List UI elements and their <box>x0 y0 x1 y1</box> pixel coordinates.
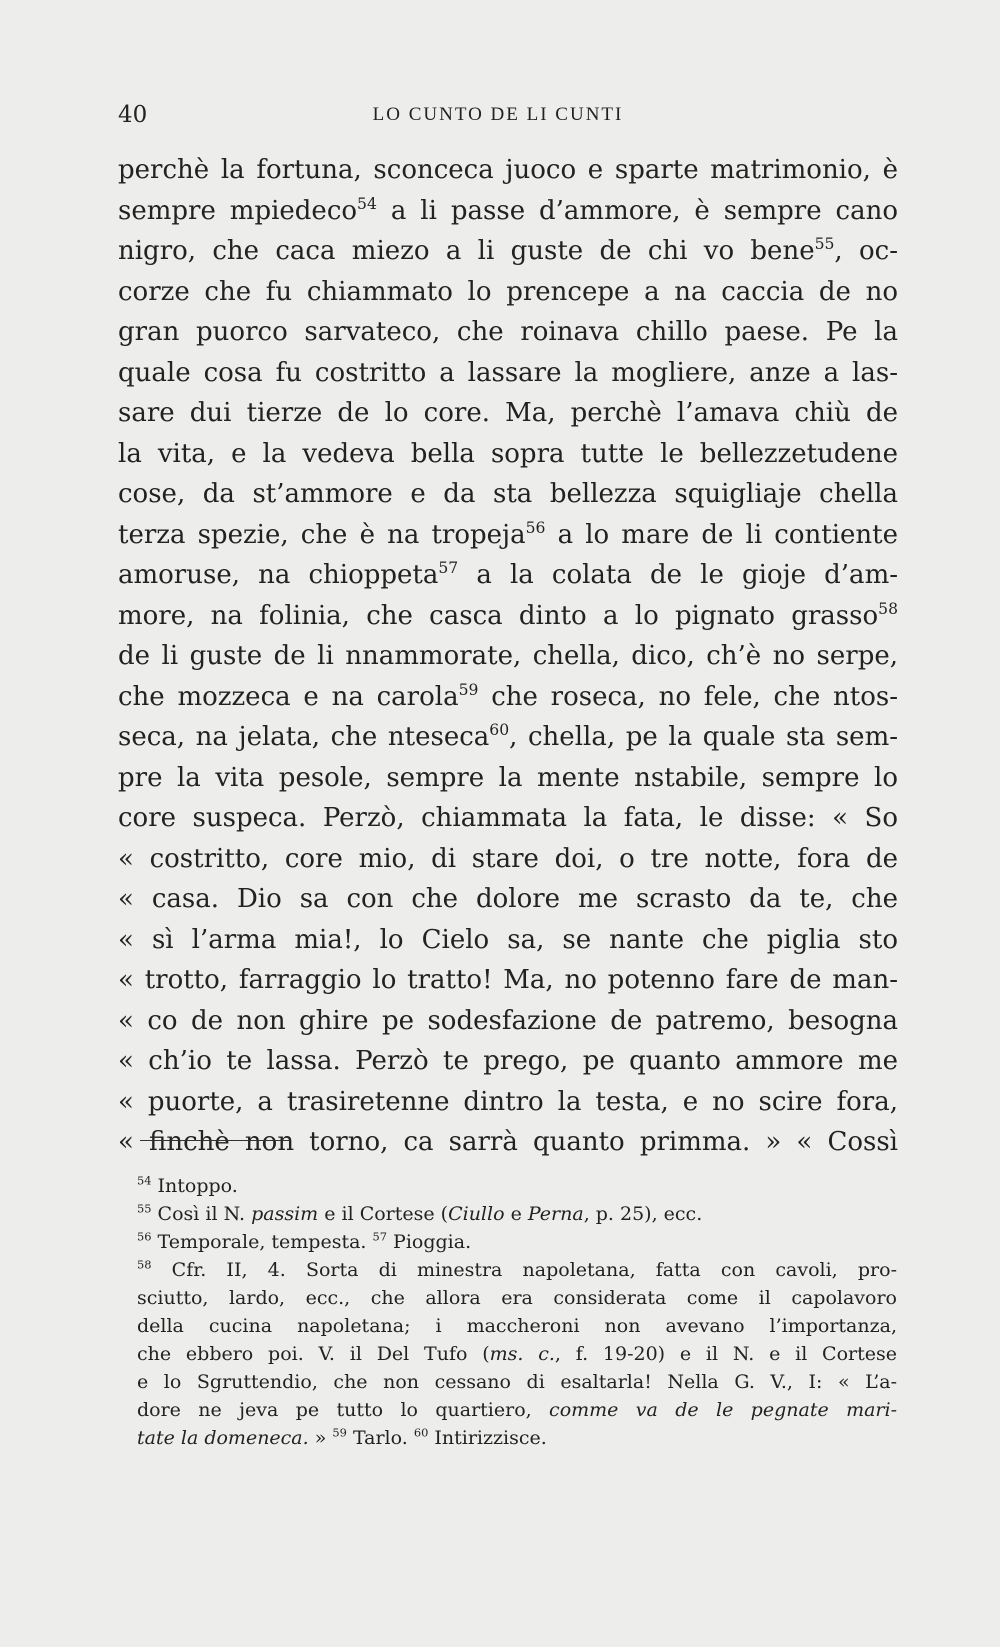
footnote-line <box>137 1256 897 1284</box>
text-run: nigro, che caca miezo a li guste de chi vo bene <box>118 236 815 266</box>
footnote-marker: 60 <box>413 1425 429 1440</box>
text-line <box>118 1082 898 1123</box>
main-text <box>118 150 898 1163</box>
footnote-marker: 58 <box>878 599 898 618</box>
text-line <box>118 393 898 434</box>
text-run: , p. 25), ecc. <box>583 1203 703 1225</box>
footnote-marker: 59 <box>458 680 479 699</box>
text-run: a lo mare de li contiente <box>545 519 898 550</box>
text-line <box>118 150 898 191</box>
text-run: « finchè non torno, ca sarrà quanto primma. » « Cossì <box>118 1127 898 1157</box>
text-line <box>118 677 898 718</box>
italic-text: Perna <box>527 1203 584 1225</box>
page-number: 40 <box>118 102 148 128</box>
text-run: che ebbero poi. V. il Del Tufo ( <box>137 1343 490 1365</box>
footnote-marker: 56 <box>525 518 546 537</box>
text-run: amoruse, na chioppeta <box>118 560 439 590</box>
text-line <box>118 1122 898 1163</box>
italic-text: ms. c. <box>489 1343 555 1365</box>
text-run: seca, na jelata, che nteseca <box>118 722 490 752</box>
text-line <box>118 596 898 637</box>
text-run: « costritto, core mio, di stare doi, o tre notte, fora de <box>118 843 898 874</box>
text-line <box>118 1041 898 1082</box>
text-line <box>118 920 898 961</box>
text-run: , oc- <box>834 236 899 266</box>
footnote-marker: 56 <box>137 1229 152 1244</box>
page-header <box>118 102 878 142</box>
footnote-line <box>137 1228 897 1256</box>
text-run: e il Cortese ( <box>318 1203 449 1225</box>
text-line <box>118 717 898 758</box>
text-run: dore ne jeva pe tutto lo quartiero, <box>137 1399 550 1421</box>
italic-text: Ciullo <box>448 1203 505 1225</box>
footnote-marker: 58 <box>137 1257 152 1272</box>
footnote-marker: 54 <box>357 194 377 213</box>
text-run: Così il N. <box>151 1203 252 1225</box>
text-line <box>118 474 898 515</box>
text-run: la vita, e la vedeva bella sopra tutte le bellezzetudene <box>118 438 898 469</box>
text-run: Tarlo. <box>346 1427 414 1449</box>
text-run: della cucina napoletana; i maccheroni non avevano l’importanza, <box>137 1315 897 1337</box>
footnote-line <box>137 1340 897 1368</box>
text-line <box>118 515 898 556</box>
text-run: a li passe d’ammore, è sempre cano <box>376 195 899 226</box>
footnotes <box>137 1172 897 1452</box>
footnote-marker: 55 <box>137 1201 152 1216</box>
footnote-rule <box>140 1140 290 1141</box>
text-run: perchè la fortuna, sconceca juoco e sparte matrimonio, è <box>118 155 898 185</box>
text-run: e lo Sgruttendio, che non cessano di esaltarla! Nella G. V., I: « L’a- <box>137 1371 897 1393</box>
text-line <box>118 1001 898 1042</box>
text-line <box>118 960 898 1001</box>
text-line <box>118 879 898 920</box>
text-run: cose, da st’ammore e da sta bellezza squigliaje chella <box>118 479 898 509</box>
footnote-line <box>137 1368 897 1396</box>
text-run: « trotto, farraggio lo tratto! Ma, no potenno fare de man- <box>118 965 898 995</box>
text-run: quale cosa fu costritto a lassare la mogliere, anze a las- <box>118 357 898 388</box>
footnote-marker: 60 <box>489 720 510 739</box>
text-run: more, na folinia, che casca dinto a lo pignato grasso <box>118 600 879 631</box>
footnote-line <box>137 1172 897 1200</box>
text-run: corze che fu chiammato lo prencepe a na caccia de no <box>118 276 898 307</box>
italic-text: passim <box>251 1203 319 1225</box>
footnote-marker: 59 <box>332 1425 347 1440</box>
text-run: che mozzeca e na carola <box>118 681 459 712</box>
footnote-marker: 54 <box>137 1173 152 1188</box>
text-run: , chella, pe la quale sta sem- <box>509 722 899 752</box>
text-run: a la colata de le gioje d’am- <box>458 560 899 590</box>
text-run: Intirizzisce. <box>428 1427 547 1449</box>
text-line <box>118 798 898 839</box>
italic-text: tate la domeneca. <box>137 1427 309 1449</box>
running-title: LO CUNTO DE LI CUNTI <box>372 104 624 125</box>
footnote-marker: 57 <box>438 558 459 577</box>
footnote-line <box>137 1312 897 1340</box>
text-run: sciutto, lardo, ecc., che allora era considerata come il capolavoro <box>137 1287 897 1309</box>
text-run: « puorte, a trasiretenne dintro la testa, e no scire fora, <box>118 1086 898 1117</box>
text-run: gran puorco sarvateco, che roinava chillo paese. Pe la <box>118 317 898 347</box>
footnote-marker: 57 <box>372 1229 388 1244</box>
text-run: « casa. Dio sa con che dolore me scrasto da te, che <box>118 884 898 914</box>
text-run: Temporale, tempesta. <box>151 1231 373 1253</box>
text-run: » <box>308 1427 333 1449</box>
text-line <box>118 272 898 313</box>
text-run: sare dui tierze de lo core. Ma, perchè l’amava chiù de <box>118 398 898 428</box>
text-line <box>118 353 898 394</box>
text-run: pre la vita pesole, sempre la mente nstabile, sempre lo <box>118 762 898 793</box>
text-run: Intoppo. <box>151 1175 238 1197</box>
text-run: e <box>504 1203 528 1225</box>
text-line <box>118 758 898 799</box>
text-line <box>118 191 898 232</box>
footnote-marker: 55 <box>814 234 835 253</box>
text-run: « sì l’arma mia!, lo Cielo sa, se nante che piglia sto <box>118 924 898 955</box>
footnote-line <box>137 1396 897 1424</box>
text-run: che roseca, no fele, che ntos- <box>478 681 898 712</box>
text-run: core suspeca. Perzò, chiammata la fata, le disse: « So <box>118 803 898 833</box>
text-run: Cfr. II, 4. Sorta di minestra napoletana, fatta con cavoli, pro- <box>151 1259 897 1281</box>
text-run: de li guste de li nnammorate, chella, dico, ch’è no serpe, <box>118 641 898 671</box>
text-run: « co de non ghire pe sodesfazione de patremo, besogna <box>118 1005 898 1036</box>
text-run: , f. 19-20) e il N. e il Cortese <box>554 1343 897 1365</box>
text-line <box>118 312 898 353</box>
footnote-line <box>137 1284 897 1312</box>
text-run: terza spezie, che è na tropeja <box>118 519 526 550</box>
footnote-line <box>137 1200 897 1228</box>
text-line <box>118 839 898 880</box>
text-line <box>118 434 898 475</box>
text-line <box>118 555 898 596</box>
text-line <box>118 636 898 677</box>
text-run: sempre mpiedeco <box>118 195 358 226</box>
text-run: « ch’io te lassa. Perzò te prego, pe quanto ammore me <box>118 1046 898 1076</box>
footnote-line <box>137 1424 897 1452</box>
italic-text: comme va de le pegnate mari- <box>549 1399 897 1421</box>
text-line <box>118 231 898 272</box>
text-run: Pioggia. <box>387 1231 472 1253</box>
